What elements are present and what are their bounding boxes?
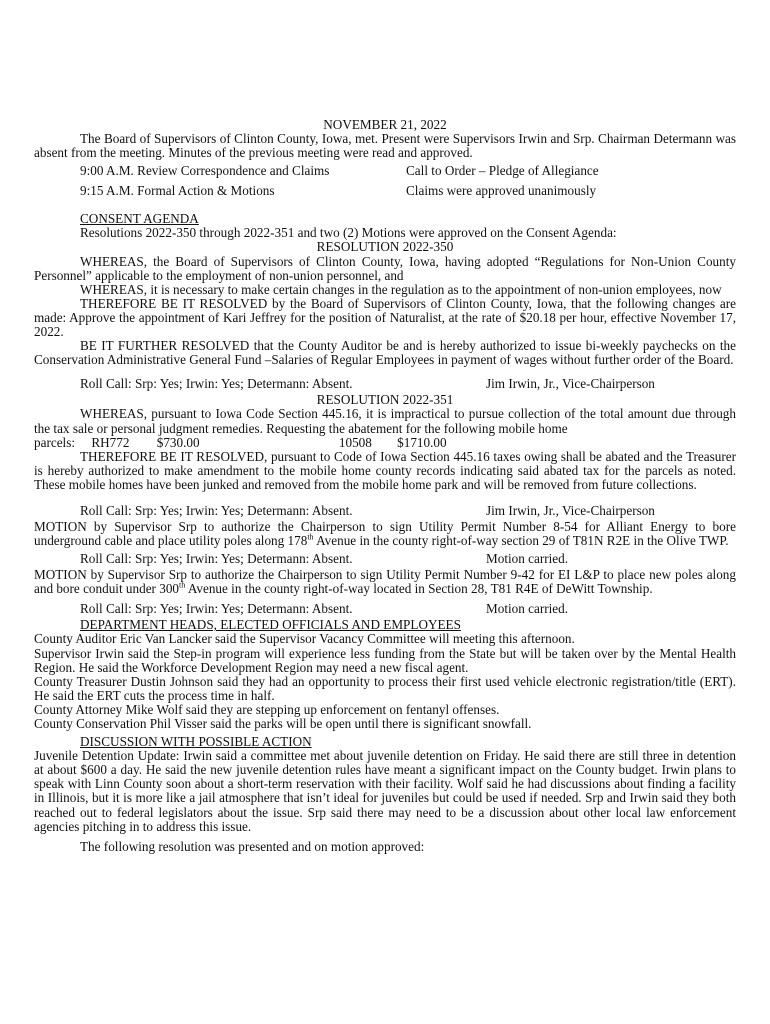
parcel-amount: $730.00: [156, 434, 200, 450]
department-report: County Conservation Phil Visser said the parks will be open until there is significant snowfall.: [34, 716, 532, 731]
department-report: County Auditor Eric Van Lancker said the Supervisor Vacancy Committee will meeting this afternoon.: [34, 631, 575, 647]
resolution-350-whereas-1: WHEREAS, the Board of Supervisors of Clinton County, Iowa, having adopted “Regulations for Non-Union County Personnel” applicable to the employment of non-union personnel, and: [34, 253, 736, 283]
resolution-350-roll-call-row: [80, 377, 736, 393]
roll-call: Roll Call: Srp: Yes; Irwin: Yes; Determann: Absent.: [80, 601, 353, 617]
roll-call: Roll Call: Srp: Yes; Irwin: Yes; Determann: Absent.: [80, 502, 353, 518]
resolution-351-resolved: THEREFORE BE IT RESOLVED, pursuant to Code of Iowa Section 445.16 taxes owing shall be abated and the Treasurer is hereby authorized to make amendment to the mobile home county records indicating said abated tax for the parcels as noted. These mobile homes have been junked and removed from the mobile home park and will be removed from future collections.: [34, 448, 736, 492]
resolution-350-title: RESOLUTION 2022-350: [316, 239, 454, 255]
department-heads-heading: DEPARTMENT HEADS, ELECTED OFFICIALS AND EMPLOYEES: [80, 617, 461, 633]
schedule-row: [80, 184, 736, 200]
motion-ei-lp: [34, 568, 736, 596]
schedule: [34, 164, 736, 200]
resolution-350-whereas-2: WHEREAS, it is necessary to make certain changes in the regulation as to the appointment of non-union employees, now: [80, 281, 722, 297]
motion-result: Motion carried.: [486, 551, 569, 567]
consent-agenda-summary: Resolutions 2022-350 through 2022-351 and two (2) Motions were approved on the Consent Agenda:: [80, 225, 617, 241]
discussion-heading: DISCUSSION WITH POSSIBLE ACTION: [80, 734, 312, 750]
schedule-action-item: Claims were approved unanimously: [406, 183, 597, 199]
parcel-amount: $1710.00: [397, 434, 447, 450]
intro-paragraph: The Board of Supervisors of Clinton County, Iowa, met. Present were Supervisors Irwin and Srp. Chairman Determann was absent from the meeting. Minutes of the previous meeting were read and approved.: [34, 131, 736, 161]
resolution-351-title: RESOLUTION 2022-351: [316, 392, 454, 408]
ordinal-suffix: th: [179, 580, 186, 590]
roll-call: Roll Call: Srp: Yes; Irwin: Yes; Determann: Absent.: [80, 376, 353, 392]
roll-call: Roll Call: Srp: Yes; Irwin: Yes; Determann: Absent.: [80, 551, 353, 567]
motion-2-roll-call-row: [80, 602, 736, 618]
juvenile-detention-update: Juvenile Detention Update: Irwin said a committee met about juvenile detention on Friday. He said there are still three in detention at about $600 a day. He said the new juvenile detention rules have meant a significant impact on the County budget. Irwin plans to speak with Linn County soon about a short-term reservation with their facility. Wolf said he had discussions about finding a facility in Illinois, but it is more like a jail atmosphere that isn’t ideal for juveniles but could be used if needed. Srp and Irwin said they both reached out to federal legislators about the issue. Srp said there may need to be a discussion about other local law enforcement agencies pitching in to address this issue.: [34, 748, 736, 834]
motion-1-roll-call-row: [80, 552, 736, 568]
resolution-351-whereas: WHEREAS, pursuant to Iowa Code Section 445.16, it is impractical to pursue collection of the total amount due through the tax sale or personal judgment remedies. Requesting the abatement for the following mobile home: [34, 406, 736, 436]
motion-result: Motion carried.: [486, 601, 569, 617]
parcel-id: 10508: [338, 434, 372, 450]
signer: Jim Irwin, Jr., Vice-Chairperson: [486, 502, 655, 518]
department-report: County Attorney Mike Wolf said they are stepping up enforcement on fentanyl offenses.: [34, 701, 500, 717]
document-body: [34, 118, 736, 854]
schedule-time-item: 9:00 A.M. Review Correspondence and Claims: [80, 163, 330, 179]
department-report: Supervisor Irwin said the Step-in program will experience less funding from the State but will be taken over by the Mental Health Region. He said the Workforce Development Region may need a new fiscal agent.: [34, 645, 736, 675]
meeting-date: NOVEMBER 21, 2022: [323, 117, 447, 132]
motion-alliant-energy: [34, 520, 736, 548]
motion-text: MOTION by Supervisor Srp to authorize the Chairperson to sign Utility Permit Number 9-42 for EI L&P to place new poles along and bore conduit under 300: [34, 567, 736, 597]
resolution-350-resolved: THEREFORE BE IT RESOLVED by the Board of Supervisors of Clinton County, Iowa, that the following changes are made: Approve the appointment of Kari Jeffrey for the position of Naturalist, at the rate of $20.18 per hour, effective November 17, 2022.: [34, 295, 736, 340]
schedule-action-item: Call to Order – Pledge of Allegiance: [406, 163, 599, 179]
schedule-row: [80, 164, 736, 180]
motion-text: MOTION by Supervisor Srp to authorize the Chairperson to sign Utility Permit Number 8-54 for Alliant Energy to bore underground cable and place utility poles along 178: [34, 518, 736, 549]
parcels-label: parcels:: [34, 434, 76, 450]
department-report: County Treasurer Dustin Johnson said they had an opportunity to process their first used vehicle electronic registration/title (ERT). He said the ERT cuts the process time in half.: [34, 673, 736, 703]
resolution-351-roll-call-row: [80, 504, 736, 520]
resolution-350-further-resolved: BE IT FURTHER RESOLVED that the County Auditor be and is hereby authorized to issue bi-weekly paychecks on the Conservation Administrative General Fund –Salaries of Regular Employees in payment of wages without further order of the Board.: [34, 338, 736, 368]
closing-line: The following resolution was presented and on motion approved:: [80, 838, 425, 854]
motion-text: Avenue in the county right-of-way located in Section 28, T81 R4E of DeWitt Township.: [185, 581, 653, 597]
parcel-id: RH772: [91, 434, 130, 450]
schedule-time-item: 9:15 A.M. Formal Action & Motions: [80, 183, 275, 199]
consent-agenda-heading: CONSENT AGENDA: [80, 211, 199, 227]
motion-text: Avenue in the county right-of-way section 29 of T81N R2E in the Olive TWP.: [313, 533, 729, 549]
ordinal-suffix: th: [307, 532, 314, 542]
parcels-line: [34, 436, 736, 450]
signer: Jim Irwin, Jr., Vice-Chairperson: [486, 376, 655, 392]
